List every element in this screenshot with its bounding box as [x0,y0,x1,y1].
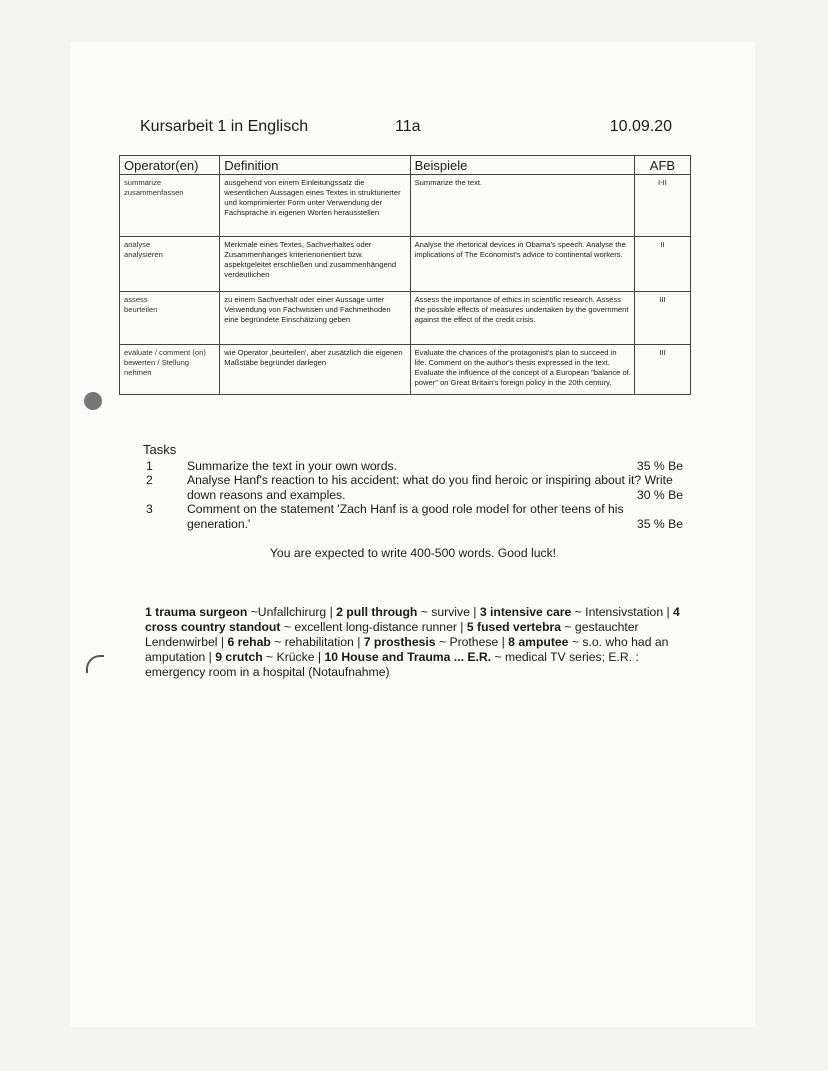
example-cell: Summarize the text. [410,175,634,237]
example-cell: Analyse the rhetorical devices in Obama's speech. Analyse the implications of The Economist's advice to continental workers. [410,237,634,292]
example-cell: Evaluate the chances of the protagonist's plan to succeed in life. Comment on the author's thesis expressed in the text. Evaluate the influence of the concept of a European "balance of power" on Great Britain's foreign policy in the 20th century. [410,345,634,395]
example-cell: Assess the importance of ethics in scientific research. Assess the possible effects of measures undertaken by the government against the effect of the credit crisis. [410,292,634,345]
task-points: 35 % Be [636,516,683,531]
closing-note: You are expected to write 400-500 words. Good luck! [269,545,557,560]
vocab-term: 4 cross country standout [145,605,680,634]
hole-punch-mark [84,392,102,410]
operator-table [119,155,691,395]
task-text: Comment on the statement 'Zach Hanf is a good role model for other teens of his generation.' [187,502,624,531]
vocab-term: 6 rehab [227,635,271,649]
vocab-term: 9 crutch [215,650,263,664]
afb-cell: III [634,345,690,395]
definition-cell: zu einem Sachverhalt oder einer Aussage unter Verwendung von Fachwissen und Fachmethoden eine begründete Einschätzung geben [220,292,410,345]
afb-cell: II [634,237,690,292]
vocab-term: 10 House and Trauma ... E.R. [324,650,492,664]
table-row [120,292,691,345]
table-row [120,175,691,237]
afb-cell: I-II [634,175,690,237]
vocab-def: ~ medical TV series; E.R. : emergency room in a hospital (Notaufnahme) [145,650,639,679]
definition-cell: ausgehend von einem Einleitungssatz die wesentlichen Aussagen eines Textes in strukturierter und komprimierter Form unter Verwendung der Fachsprache in eigenen Worten herausstellen [220,175,410,237]
vocab-term: 2 pull through [336,605,418,619]
col-header-operator: Operator(en) [120,156,220,175]
exam-header [140,118,680,138]
table-row [120,237,691,292]
vocabulary-annotations [145,605,685,680]
vocab-def: ~ s.o. who had an amputation | [145,635,669,664]
vocab-term: 1 trauma surgeon [145,605,248,619]
exam-date: 10.09.20 [609,118,672,135]
operator-cell: analyse analysieren [120,237,220,292]
vocab-def: ~ Krücke | [262,650,325,664]
vocab-term: 8 amputee [508,635,569,649]
vocab-def: ~ excellent long-distance runner | [280,620,467,634]
task-text: Analyse Hanf's reaction to his accident: what do you find heroic or inspiring about it? Write down reasons and examples. [187,473,673,502]
operator-cell: assess beurteilen [120,292,220,345]
table-header-row [120,156,691,175]
vocab-def: ~Unfallchirurg | [247,605,337,619]
vocab-def: ~ gestauchter Lendenwirbel | [145,620,639,649]
task-points: 35 % Be [636,458,683,473]
vocab-def: ~ rehabilitation | [270,635,364,649]
task-number: 3 [146,502,153,517]
col-header-afb: AFB [634,156,690,175]
definition-cell: wie Operator ‚beurteilen', aber zusätzlich die eigenen Maßstäbe begründet darlegen [220,345,410,395]
class-label: 11a [395,118,421,135]
col-header-definition: Definition [220,156,410,175]
task-points: 30 % Be [636,487,683,502]
vocab-term: 5 fused vertebra [466,620,562,634]
task-number: 2 [146,473,153,488]
vocab-def: ~ survive | [417,605,480,619]
exam-title: Kursarbeit 1 in Englisch [140,118,309,135]
task-text: Summarize the text in your own words. [187,458,397,473]
operator-cell: evaluate / comment (on) bewerten / Stellung nehmen [120,345,220,395]
tasks-heading: Tasks [143,442,177,457]
col-header-examples: Beispiele [410,156,634,175]
definition-cell: Merkmale eines Textes, Sachverhaltes oder Zusammenhanges kriterienorientiert bzw. aspektgeleitet erschließen und zusammenhängend verdeutlichen [220,237,410,292]
task-item [143,502,683,531]
table-row [120,345,691,395]
task-item [143,473,683,502]
vocab-def: ~ Prothese | [435,635,509,649]
task-item [143,459,683,474]
afb-cell: III [634,292,690,345]
vocab-def: ~ Intensivstation | [571,605,674,619]
vocab-term: 3 intensive care [479,605,572,619]
task-number: 1 [146,458,153,473]
vocab-term: 7 prosthesis [363,635,436,649]
operator-cell: summarize zusammenfassen [120,175,220,237]
tasks-section [143,443,683,560]
